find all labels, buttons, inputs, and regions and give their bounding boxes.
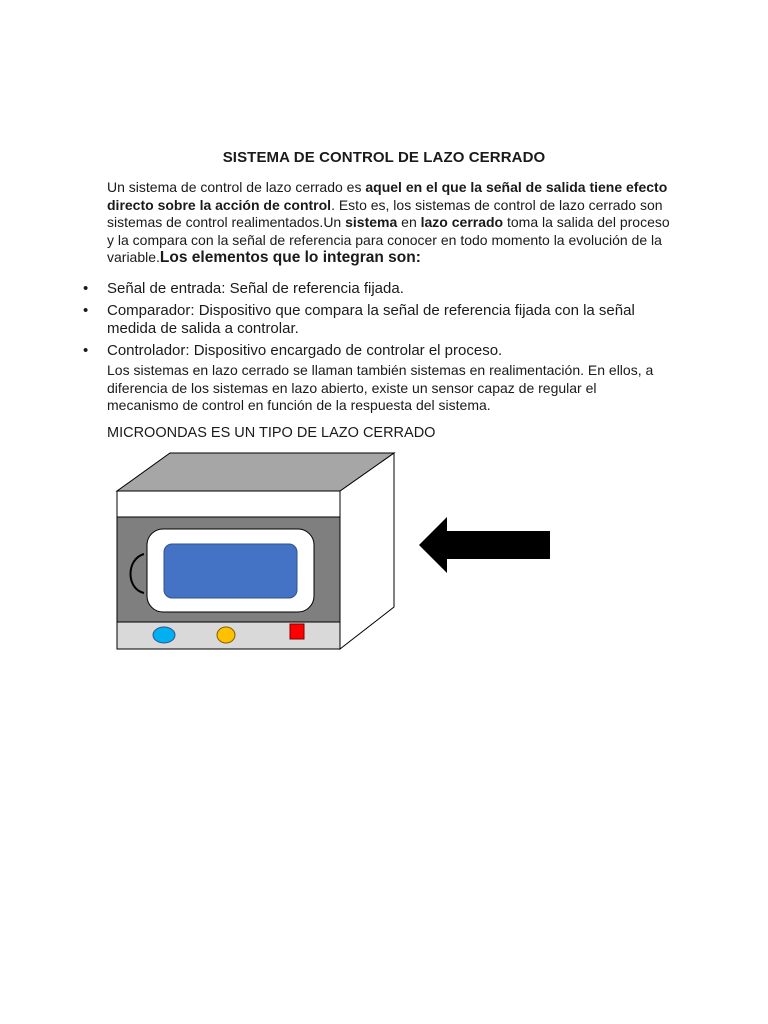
microwave-illustration [100, 445, 570, 665]
intro-text-4: toma la salida del proceso y la compara con la señal de referencia para conocer en todo momento la evolución de la variable. [107, 214, 670, 266]
intro-text-1: Un sistema de control de lazo cerrado es [107, 179, 366, 195]
figure-caption: MICROONDAS ES UN TIPO DE LAZO CERRADO [107, 425, 436, 441]
elements-list [83, 280, 673, 364]
intro-text-3: en [397, 214, 421, 231]
list-item-text: Controlador: Dispositivo encargado de controlar el proceso. [107, 342, 503, 359]
bullet-icon: • [83, 342, 89, 359]
red-button-icon [290, 624, 304, 639]
page-title: SISTEMA DE CONTROL DE LAZO CERRADO [222, 149, 546, 166]
realimentacion-paragraph: Los sistemas en lazo cerrado se llaman también sistemas en realimentación. En ellos, a diferencia de los sistemas en lazo abierto, existe un sensor capaz de regular el mecanismo de control en función de la respuesta del sistema. [107, 362, 654, 413]
left-arrow-icon [419, 517, 550, 573]
list-item [83, 342, 673, 360]
intro-bold-definition: aquel en el que la señal de salida tiene efecto directo sobre la acción de control [107, 179, 668, 213]
list-item-text: Comparador: Dispositivo que compara la señal de referencia fijada con la señal medida de salida a controlar. [107, 302, 635, 337]
bullet-icon: • [83, 280, 89, 297]
list-item-text: Señal de entrada: Señal de referencia fijada. [107, 280, 404, 297]
intro-text-2: . Esto es, los sistemas de control de lazo cerrado son sistemas de control realimentados.Un [107, 196, 663, 231]
blue-button-icon [153, 627, 175, 643]
list-item [83, 280, 673, 298]
intro-paragraph [107, 179, 672, 267]
microwave-window [164, 544, 297, 598]
intro-bold-sistema: sistema [345, 214, 398, 231]
yellow-button-icon [217, 627, 235, 643]
microwave-top-trim [117, 491, 340, 517]
bullet-icon: • [83, 302, 89, 319]
intro-bold-lazo-cerrado: lazo cerrado [420, 214, 504, 231]
intro-elements-heading: Los elementos que lo integran son: [159, 249, 421, 267]
list-item [83, 302, 673, 338]
